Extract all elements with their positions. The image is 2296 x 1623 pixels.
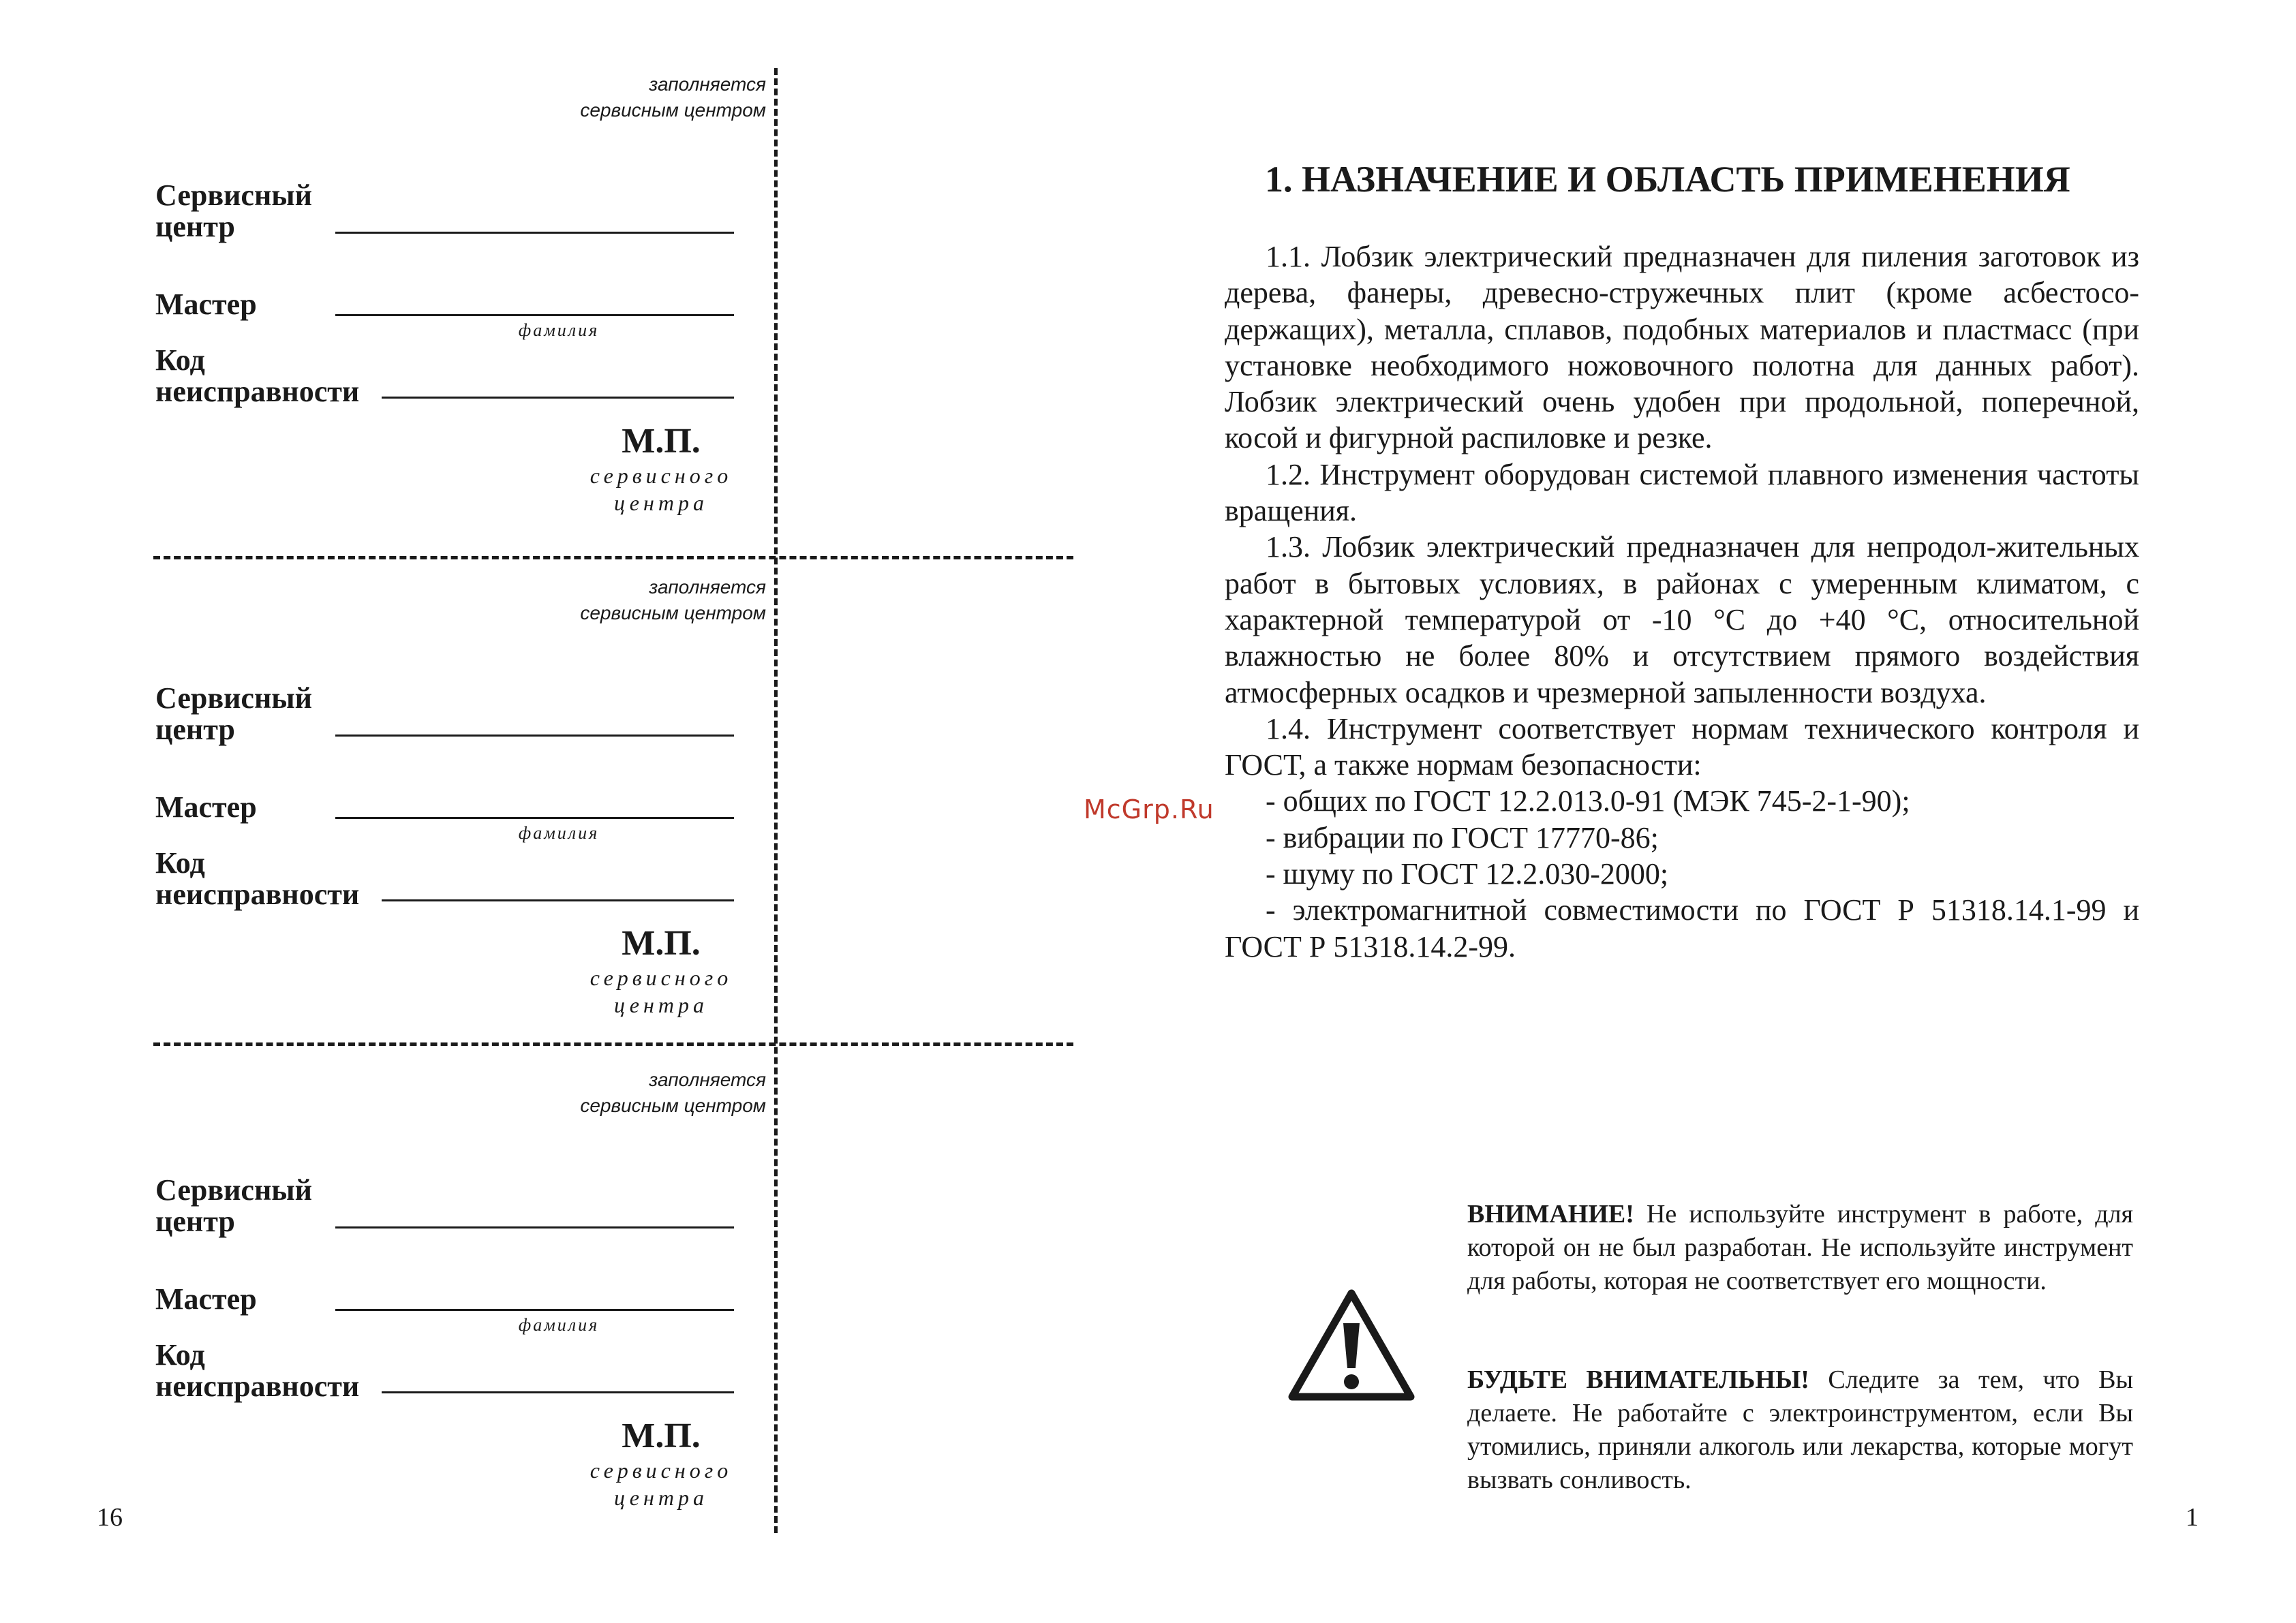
cut-line-2: [153, 1042, 1073, 1046]
master-label: Мастер: [155, 790, 257, 824]
filled-by-note: заполняется сервисным центром: [580, 576, 766, 623]
vertical-cut-line: [774, 68, 778, 1533]
surname-caption: фамилия: [518, 320, 600, 340]
fault-code-label: Код неисправности: [155, 846, 360, 911]
list-item: - вибрации по ГОСТ 17770-86;: [1266, 820, 1659, 854]
filled-by-note: заполняется сервисным центром: [580, 74, 766, 121]
stamp-area: М.П. сервисного центра: [590, 924, 733, 1017]
master-label: Мастер: [155, 288, 257, 321]
list-item: - шуму по ГОСТ 12.2.030-2000;: [1266, 857, 1669, 891]
warning-block-1: [1467, 1198, 2133, 1298]
paragraph-1-2: 1.2. Инструмент оборудован системой плавного изменения частоты вращения.: [1225, 457, 2139, 528]
page-number-right: 1: [2186, 1503, 2199, 1532]
cut-line-1: [153, 556, 1073, 559]
section-heading: 1. НАЗНАЧЕНИЕ И ОБЛАСТЬ ПРИМЕНЕНИЯ: [1265, 159, 2070, 200]
surname-caption: фамилия: [518, 1315, 600, 1335]
paragraph-1-3: 1.3. Лобзик электрический предназначен для непродол-жительных работ в бытовых условиях, в районах с умеренным климатом, с характерной температурой от -10 °С до +40 °С, относительной влажностью не более 80% и отсутствием прямого воздействия атмосферных осадков и чрезмерной запыленности воздуха.: [1225, 530, 2139, 709]
warning-text: Не используйте инструмент в работе, для которой он не был разработан. Не используйте инструмент для работы, которая не соответствует его мощности.: [1467, 1200, 2133, 1295]
fault-code-field[interactable]: [382, 397, 734, 399]
stamp-area: М.П. сервисного центра: [590, 422, 733, 515]
service-center-label: Сервисный центр: [155, 1173, 313, 1238]
service-center-field[interactable]: [335, 735, 734, 737]
warning-title: ВНИМАНИЕ!: [1467, 1200, 1634, 1228]
surname-caption: фамилия: [518, 823, 600, 843]
service-center-field[interactable]: [335, 1226, 734, 1228]
filled-by-note: заполняется сервисным центром: [580, 1069, 766, 1116]
warning-block-2: [1467, 1363, 2133, 1497]
service-center-field[interactable]: [335, 232, 734, 234]
paragraph-1-1: 1.1. Лобзик электрический предназначен для пиления заготовок из дерева, фанеры, древесно-стружечных плит (кроме асбестосо-держащих), металла, сплавов, подобных материалов и пластмасс (при установке необходимого ножовочного полотна для данных работ). Лобзик электрический очень удобен при продольной, поперечной, косой и фигурной распиловке и резке.: [1225, 240, 2139, 455]
list-item: - электромагнитной совместимости по ГОСТ Р 51318.14.1-99 и ГОСТ Р 51318.14.2-99.: [1225, 893, 2139, 963]
master-field[interactable]: [335, 314, 734, 316]
service-center-label: Сервисный центр: [155, 179, 313, 243]
fault-code-field[interactable]: [382, 899, 734, 901]
paragraph-1-4: 1.4. Инструмент соответствует нормам технического контроля и ГОСТ, а также нормам безопасности:: [1225, 711, 2139, 782]
master-label: Мастер: [155, 1282, 257, 1316]
page-number-left: 16: [97, 1503, 123, 1532]
warning-title: БУДЬТЕ ВНИМАТЕЛЬНЫ!: [1467, 1365, 1809, 1394]
warning-triangle-icon: [1287, 1288, 1416, 1404]
list-item: - общих по ГОСТ 12.2.013.0-91 (МЭК 745-2-1-90);: [1266, 784, 1910, 818]
fault-code-field[interactable]: [382, 1391, 734, 1393]
service-center-label: Сервисный центр: [155, 681, 313, 746]
stamp-area: М.П. сервисного центра: [590, 1417, 733, 1510]
master-field[interactable]: [335, 817, 734, 819]
fault-code-label: Код неисправности: [155, 1338, 360, 1403]
master-field[interactable]: [335, 1309, 734, 1311]
section-body: [1225, 238, 2139, 965]
watermark: McGrp.Ru: [1084, 794, 1214, 824]
fault-code-label: Код неисправности: [155, 343, 360, 408]
warning-text: Следите за тем, что Вы делаете. Не работайте с электроинструментом, если Вы утомились, приняли алкоголь или лекарства, которые могут вызвать сонливость.: [1467, 1365, 2133, 1494]
